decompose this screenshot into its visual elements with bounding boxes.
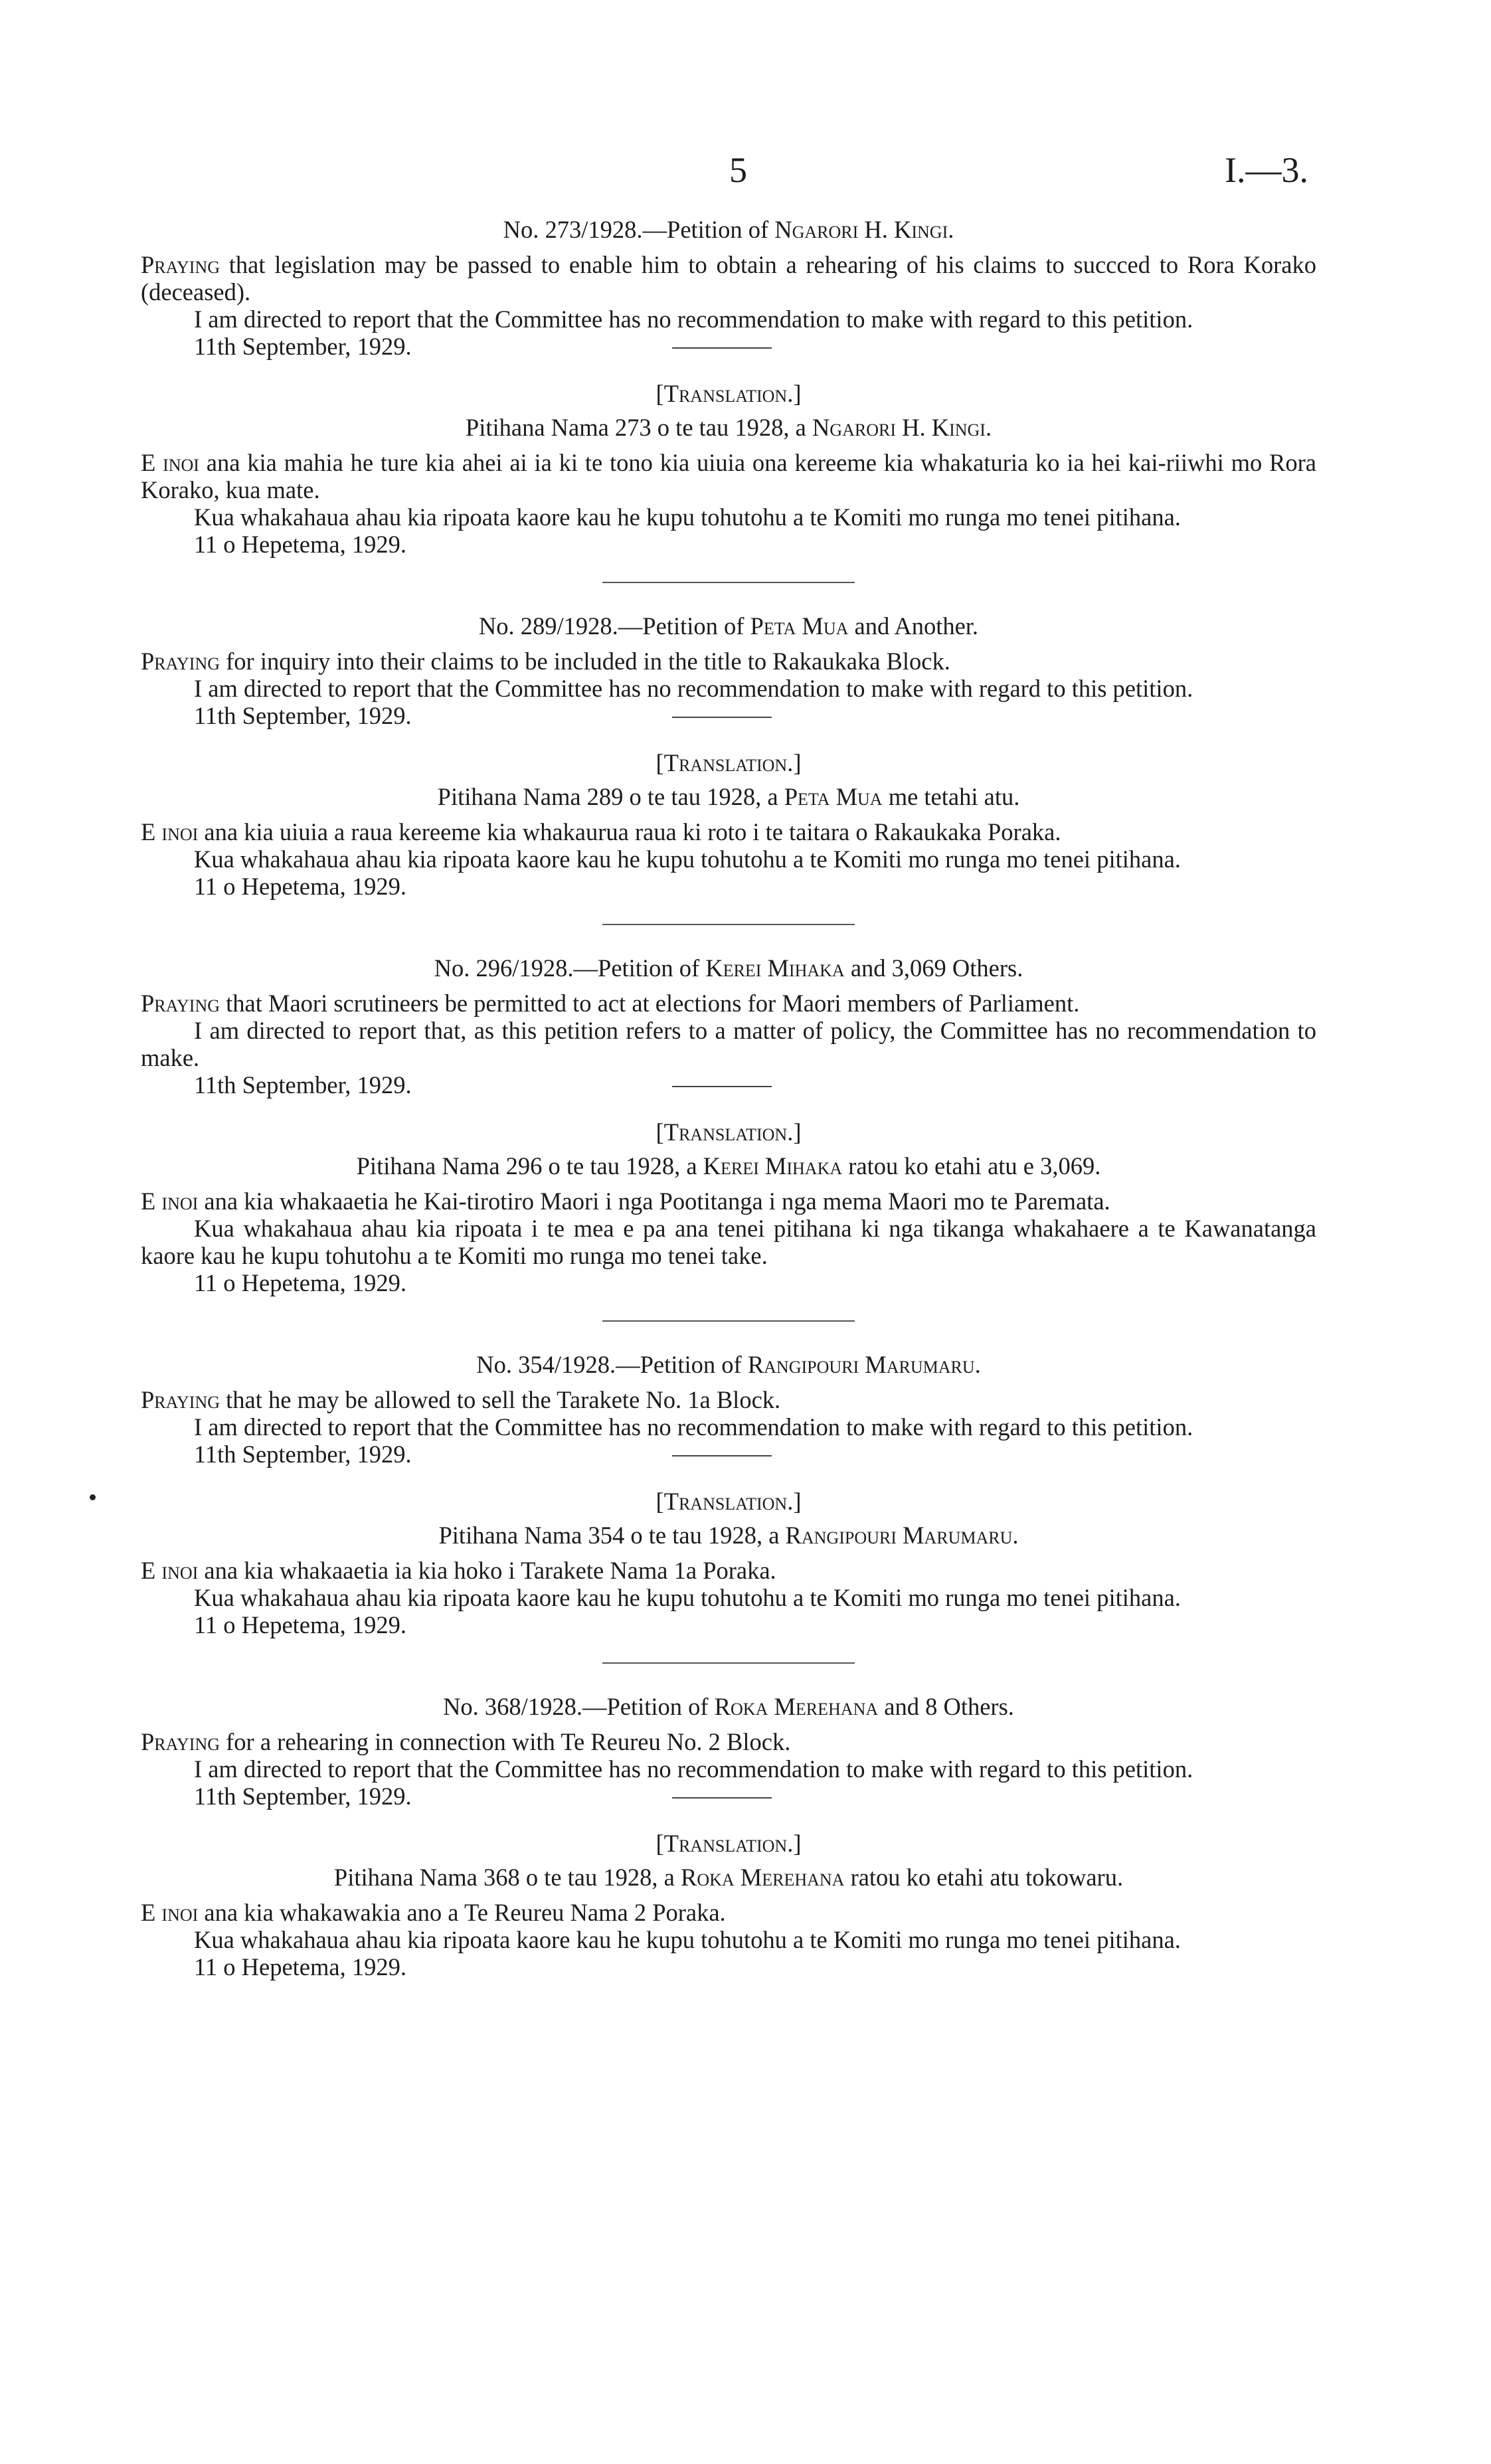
translation-praying-lead: E inoi <box>141 1557 199 1584</box>
translation-date: 11 o Hepetema, 1929. <box>194 873 406 900</box>
praying-paragraph <box>141 1728 1316 1755</box>
petition-title-suffix: . <box>974 1351 981 1378</box>
translation-petitioner-name: Ngarori H. Kingi <box>812 414 986 441</box>
section-divider <box>602 1320 855 1322</box>
report-date-row <box>141 1441 1316 1468</box>
translation-report: Kua whakahaua ahau kia ripoata kaore kau he kupu tohutohu a te Komiti mo runga mo tenei pitihana. <box>194 1584 1181 1611</box>
translation-label: [Translation.] <box>656 749 802 776</box>
petition-title-prefix: No. 289/1928.—Petition of <box>478 612 750 640</box>
page-header <box>0 149 1491 189</box>
translation-petitioner-name: Roka Merehana <box>680 1864 845 1891</box>
translation-praying-text: ana kia uiuia a raua kereeme kia whakaurua raua ki roto i te taitara o Rakaukaka Poraka. <box>198 818 1061 845</box>
translation-title <box>141 1864 1316 1891</box>
translation-report: Kua whakahaua ahau kia ripoata kaore kau he kupu tohutohu a te Komiti mo runga mo tenei pitihana. <box>194 1926 1181 1953</box>
margin-mark <box>90 1494 96 1500</box>
translation-praying-paragraph <box>141 1557 1316 1584</box>
petitioner-name: Roka Merehana <box>714 1693 879 1720</box>
translation-label: [Translation.] <box>656 1830 802 1857</box>
translation-praying-paragraph <box>141 1188 1316 1215</box>
translation-title-prefix: Pitihana Nama 289 o te tau 1928, a <box>437 783 784 810</box>
praying-paragraph <box>141 1386 1316 1413</box>
section-divider <box>602 582 855 583</box>
committee-report: I am directed to report that the Committee has no recommendation to make with regard to this petition. <box>194 675 1193 702</box>
translation-title-prefix: Pitihana Nama 354 o te tau 1928, a <box>438 1522 786 1549</box>
praying-text: for inquiry into their claims to be included in the title to Rakaukaka Block. <box>220 648 950 675</box>
petition-title <box>141 954 1316 982</box>
page-number: 5 <box>729 150 747 190</box>
petition-block <box>141 612 1316 900</box>
translation-date: 11 o Hepetema, 1929. <box>194 1611 406 1638</box>
report-date: 11th September, 1929. <box>194 333 412 360</box>
committee-report: I am directed to report that the Committee has no recommendation to make with regard to this petition. <box>194 1413 1193 1441</box>
petition-title-suffix: . <box>948 216 954 243</box>
translation-praying-text: ana kia mahia he ture kia ahei ai ia ki te tono kia uiuia ona kereeme kia whakaturia ko ia hei kai-riiwhi mo Rora Korako, kua mate. <box>141 449 1316 503</box>
translation-praying-text: ana kia whakaaetia ia kia hoko i Tarakete Nama 1a Poraka. <box>198 1557 776 1584</box>
petition-title-prefix: No. 296/1928.—Petition of <box>434 954 706 982</box>
report-date: 11th September, 1929. <box>194 1783 412 1810</box>
praying-lead: Praying <box>141 251 220 278</box>
translation-title-prefix: Pitihana Nama 368 o te tau 1928, a <box>333 1864 681 1891</box>
praying-paragraph <box>141 648 1316 675</box>
translation-report: Kua whakahaua ahau kia ripoata i te mea e pa ana tenei pitihana ki nga tikanga whakahaere a te Kawanatanga kaore kau he kupu tohutohu a te Komiti mo runga mo tenei take. <box>141 1215 1316 1269</box>
translation-date: 11 o Hepetema, 1929. <box>194 1269 406 1296</box>
petition-title <box>141 216 1316 243</box>
translation-report: Kua whakahaua ahau kia ripoata kaore kau he kupu tohutohu a te Komiti mo runga mo tenei pitihana. <box>194 845 1181 873</box>
committee-report: I am directed to report that the Committee has no recommendation to make with regard to this petition. <box>194 1755 1193 1783</box>
praying-lead: Praying <box>141 648 220 675</box>
translation-title-suffix: ratou ko etahi atu e 3,069. <box>842 1152 1101 1180</box>
praying-lead: Praying <box>141 1728 220 1755</box>
section-divider <box>602 1662 855 1664</box>
petition-block <box>141 1693 1316 1980</box>
petition-title-prefix: No. 273/1928.—Petition of <box>503 216 775 243</box>
translation-title <box>141 414 1316 441</box>
petitioner-name: Rangipouri Marumaru <box>747 1351 975 1378</box>
translation-report: Kua whakahaua ahau kia ripoata kaore kau he kupu tohutohu a te Komiti mo runga mo tenei pitihana. <box>194 503 1181 531</box>
committee-report: I am directed to report that, as this petition refers to a matter of policy, the Committee has no recommendation to make. <box>141 1017 1316 1071</box>
short-rule <box>672 717 772 718</box>
petition-title <box>141 1693 1316 1720</box>
translation-praying-paragraph <box>141 1899 1316 1926</box>
petition-block <box>141 954 1316 1296</box>
petition-block <box>141 216 1316 558</box>
section-divider <box>602 924 855 925</box>
report-date: 11th September, 1929. <box>194 1441 412 1468</box>
petition-block <box>141 1351 1316 1638</box>
translation-petitioner-name: Rangipouri Marumaru <box>785 1522 1013 1549</box>
report-date-row <box>141 702 1316 729</box>
translation-title-suffix: me tetahi atu. <box>882 783 1020 810</box>
petition-title-suffix: and 3,069 Others. <box>844 954 1023 982</box>
report-date-row <box>141 1783 1316 1810</box>
document-reference: I.—3. <box>1225 150 1308 190</box>
translation-praying-lead: E inoi <box>141 1188 199 1215</box>
translation-praying-text: ana kia whakaaetia he Kai-tirotiro Maori i nga Pootitanga i nga mema Maori mo te Paremata. <box>198 1188 1110 1215</box>
praying-paragraph <box>141 251 1316 306</box>
petition-title-prefix: No. 368/1928.—Petition of <box>443 1693 715 1720</box>
praying-text: that legislation may be passed to enable him to obtain a rehearing of his claims to succced to Rora Korako (deceased). <box>141 251 1316 306</box>
translation-label: [Translation.] <box>656 380 802 407</box>
short-rule <box>672 347 772 349</box>
translation-title-prefix: Pitihana Nama 273 o te tau 1928, a <box>465 414 812 441</box>
translation-title-suffix: . <box>1012 1522 1019 1549</box>
praying-paragraph <box>141 990 1316 1017</box>
translation-praying-lead: E inoi <box>141 449 199 476</box>
translation-title-suffix: ratou ko etahi atu tokowaru. <box>844 1864 1124 1891</box>
praying-text: that Maori scrutineers be permitted to act at elections for Maori members of Parliament. <box>220 990 1080 1017</box>
translation-praying-lead: E inoi <box>141 818 199 845</box>
petition-title-suffix: and Another. <box>848 612 979 640</box>
petitioner-name: Peta Mua <box>750 612 849 640</box>
translation-praying-text: ana kia whakawakia ano a Te Reureu Nama 2 Poraka. <box>198 1899 726 1926</box>
petition-title <box>141 612 1316 640</box>
petitioner-name: Ngarori H. Kingi <box>774 216 948 243</box>
report-date-row <box>141 333 1316 360</box>
short-rule <box>672 1455 772 1456</box>
petitioner-name: Kerei Mihaka <box>705 954 845 982</box>
petition-title-prefix: No. 354/1928.—Petition of <box>476 1351 748 1378</box>
report-date-row <box>141 1071 1316 1099</box>
praying-text: that he may be allowed to sell the Tarakete No. 1a Block. <box>220 1386 781 1413</box>
translation-petitioner-name: Peta Mua <box>784 783 883 810</box>
translation-date: 11 o Hepetema, 1929. <box>194 1953 406 1980</box>
petition-title-suffix: and 8 Others. <box>878 1693 1014 1720</box>
short-rule <box>672 1086 772 1087</box>
report-date: 11th September, 1929. <box>194 702 412 729</box>
short-rule <box>672 1797 772 1799</box>
translation-petitioner-name: Kerei Mihaka <box>703 1152 843 1180</box>
translation-title-suffix: . <box>985 414 992 441</box>
praying-lead: Praying <box>141 1386 220 1413</box>
translation-praying-lead: E inoi <box>141 1899 199 1926</box>
praying-lead: Praying <box>141 990 220 1017</box>
translation-label: [Translation.] <box>656 1488 802 1515</box>
translation-title <box>141 783 1316 810</box>
committee-report: I am directed to report that the Committee has no recommendation to make with regard to this petition. <box>194 306 1193 333</box>
praying-text: for a rehearing in connection with Te Reureu No. 2 Block. <box>220 1728 791 1755</box>
translation-title <box>141 1522 1316 1549</box>
translation-date: 11 o Hepetema, 1929. <box>194 531 406 558</box>
translation-praying-paragraph <box>141 449 1316 503</box>
translation-title-prefix: Pitihana Nama 296 o te tau 1928, a <box>356 1152 703 1180</box>
translation-praying-paragraph <box>141 818 1316 845</box>
petition-title <box>141 1351 1316 1378</box>
petitions-list <box>141 216 1316 1980</box>
report-date: 11th September, 1929. <box>194 1071 412 1099</box>
translation-label: [Translation.] <box>656 1118 802 1146</box>
translation-title <box>141 1152 1316 1180</box>
